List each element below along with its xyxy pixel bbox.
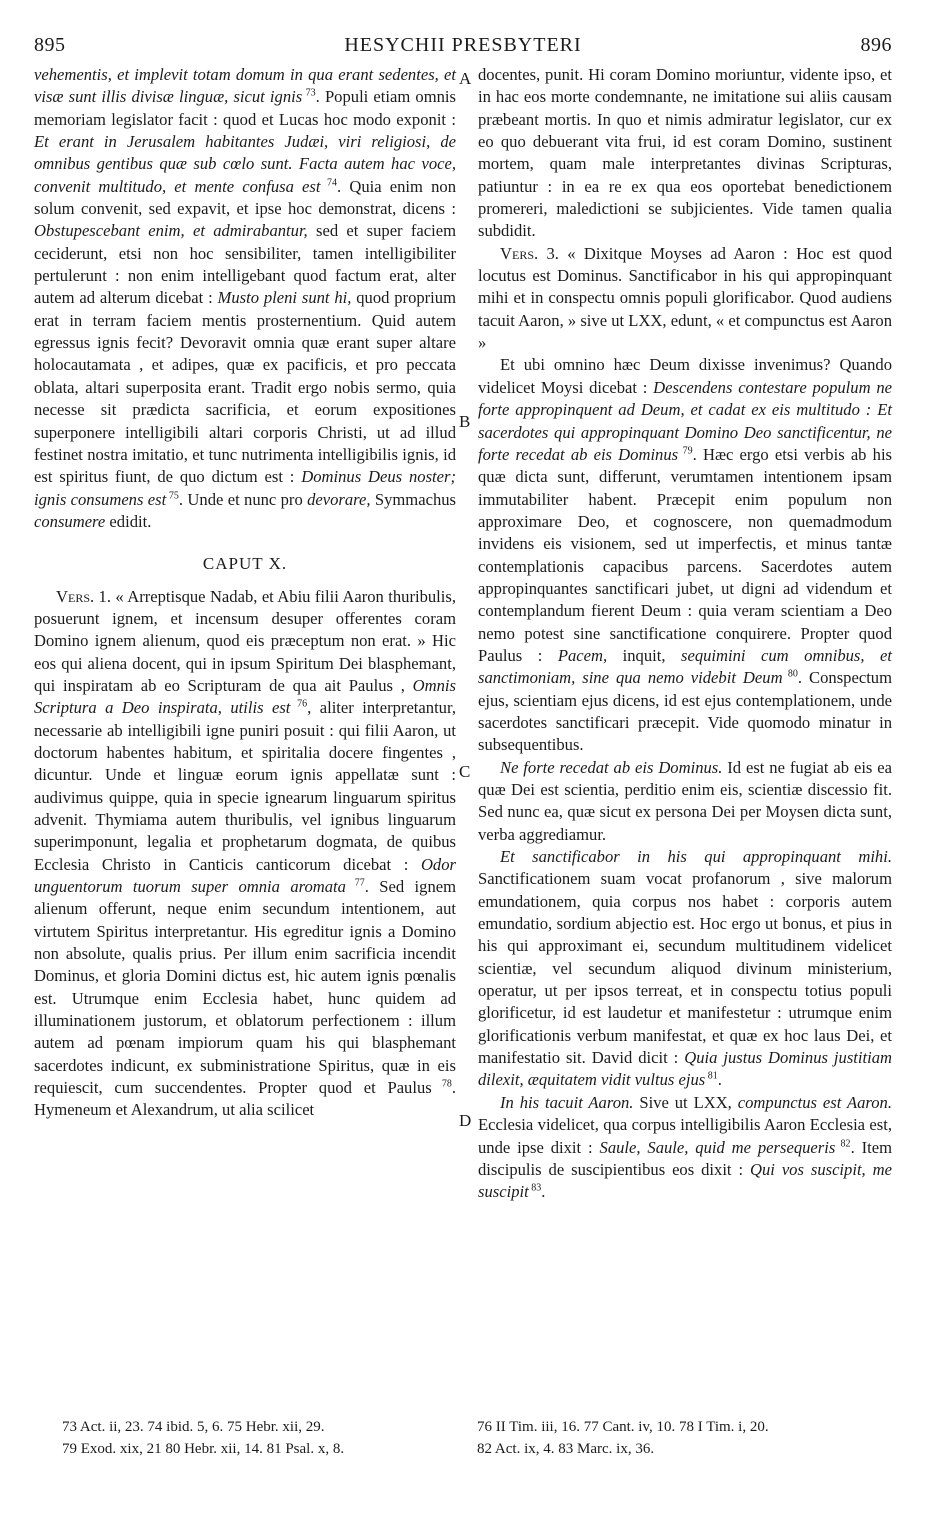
- text-run: Ecclesia videlicet, qua corpus intelligibilis Aaron Ecclesia est, unde ipse dixit :: [478, 1115, 892, 1157]
- paragraph: [478, 64, 892, 243]
- paragraph: [478, 757, 892, 846]
- page-number-left: 895: [34, 34, 66, 56]
- footnotes: [62, 1416, 892, 1460]
- text-run: edidit.: [105, 511, 152, 531]
- italic-run: Qui vos suscipit, me suscipit: [478, 1159, 892, 1202]
- paragraph: [478, 243, 892, 355]
- footnote-ref: 79: [678, 445, 693, 457]
- text-run: quod proprium erat in terram faciem mentis prosternentium. Quid autem egressus ignis fecit? Devoravit omnia quæ erant super altare holocautamata , et adipes, quæ ex pacificis, et pro peccata oblata, altari superposita erant. Tradit ergo nobis sermo, quia necesse sit prædicta sacrificia, et eorum expositiones superponere intelligibili altari corporis Christi, ut ad illud festinet nostra imitatio, et tunc nutrimenta intelligibilis ignis, id est spiritus fiunt, de quo dictum est :: [34, 288, 457, 487]
- paragraph: [478, 1092, 892, 1204]
- italic-run: Et erant in Jerusalem habitantes Judæi, viri religiosi, de omnibus gentibus quæ sub cœlo sunt. Facta autem hac voce, convenit multitudo, et mente confusa est: [34, 132, 456, 196]
- text-run: . Quia enim non solum convenit, sed expavit, et ipse hoc demonstrat, dicens :: [34, 176, 457, 219]
- italic-run: Dominus Deus noster; ignis consumens est: [34, 467, 456, 509]
- italic-run: compunctus est Aaron.: [737, 1092, 892, 1112]
- paragraph: [478, 846, 892, 1092]
- footnote-line: 82 Act. ix, 4. 83 Marc. ix, 36.: [477, 1441, 655, 1457]
- page-number-right: 896: [860, 34, 892, 56]
- margin-marker-b: B: [459, 412, 471, 431]
- text-run: . Populi etiam omnis memoriam legislator facit : quod et Lucas hoc modo exponit :: [34, 87, 456, 129]
- text-run: , aliter interpretantur, necessarie ab intelligibili igne puniri posuit : qui filii Aaron, ut doctorum habentes habitum, et spiritalia docere fingentes , dicuntur. Unde et linguæ eorum ignis appellatæ sunt : audivimus quippe, quia in specie ignearum linguarum spiritus advenit. Thymiama autem thuribulis, vel ignibus linguarum superimponunt, legalia et prophetarum dogmata, de quibus Ecclesia Christo in Canticis canticorum dicebat :: [34, 698, 456, 874]
- italic-run: sequimini cum omnibus, et sanctimoniam, sine qua nemo videbit Deum: [478, 645, 892, 688]
- text-run: .: [717, 1070, 722, 1090]
- footnote-line: 79 Exod. xix, 21 80 Hebr. xii, 14. 81 Psal. x, 8.: [62, 1441, 345, 1457]
- text-run: . Conspectum ejus, scientiam ejus dicens, id est ejus contemplationem, unde sacerdotes sanctificari præcepit. Vide quomodo minatur in subsequentibus.: [478, 668, 893, 755]
- italic-run: Musto pleni sunt hi,: [217, 288, 352, 308]
- text-run: . Sed ignem alienum offerunt, neque enim secundum intentionem, aut virtutem Spiritus interpretantur. His egreditur ignis a Domino non absolute, qualis prius. Per illum enim sacrificia incendit Dominus, et gloria Domini dictus est, hic autem ignis pœnalis est. Utrumque enim Ecclesia habet, hunc quidem ad illuminationem justorum, et oblatorum perfectionem : illum autem ad pœnam impiorum quam his qui blasphemant sacerdotes indicunt, ex subministratione Spiritus, quæ in eis requiescit, cum succendentes. Propter quod et Paulus: [34, 877, 457, 1098]
- footnote-line: 76 II Tim. iii, 16. 77 Cant. iv, 10. 78 I Tim. i, 20.: [477, 1419, 769, 1435]
- text-run: Sive ut LXX,: [633, 1092, 738, 1112]
- text-run: Id est ne fugiat ab eis ea quæ Dei est scientia, perditio enim eis, scientiæ discessio fit. Sed nunc ea, quæ sicut ex persona Dei per Moysen dicta sunt, verba aggrediamur.: [478, 757, 892, 844]
- footnote-ref: 80: [782, 668, 798, 680]
- text-run: Sanctificationem suam vocat profanorum , sive malorum emundationem, quia corpus nos habet : corporis autem emundatio, sordium abjectio est. Hoc ergo ut bonus, et pius in his qui approximant ei, secundum multitudinem videlicet scientiæ, vel secundum aliquod divinum ministerium, operatur, ut per ipsos terreat, et in conspectu totius populi glorificetur, id est laudetur et manifestetur : utrumque enim glorificationis verbum manifestat, et quæ ex hoc laus Dei, et manifestatio sit. David dicit :: [478, 869, 892, 1068]
- text-run: « Arreptisque Nadab, et Abiu filii Aaron thuribulis, posuerunt ignem, et incensum desuper offerentes coram Domino ignem alienum, quod eis præceptum non erat. » Hic eos qui aliena docent, qui in ipsum Spiritum Dei blasphemant, qui inspiratam ab eo Scripturam de qua ait Paulus ,: [34, 586, 456, 695]
- italic-run: Ne forte recedat ab eis Dominus.: [500, 757, 723, 777]
- text-run: . Unde et nunc pro: [178, 489, 308, 509]
- italic-run: Pacem,: [557, 645, 608, 665]
- paragraph: [34, 586, 456, 1122]
- footnote-ref: 81: [705, 1070, 718, 1082]
- text-run: . Hymeneum et Alexandrum, ut alia scilicet: [34, 1078, 456, 1120]
- margin-marker-c: C: [459, 762, 471, 781]
- chapter-heading: CAPUT X.: [202, 554, 288, 574]
- verse-label: Vers. 1.: [56, 586, 111, 606]
- right-column: [478, 64, 892, 1204]
- italic-run: In his tacuit Aaron.: [500, 1092, 634, 1112]
- footnote-ref: 75: [166, 490, 179, 501]
- paragraph: [34, 64, 456, 533]
- footnote-ref: 73: [302, 87, 316, 99]
- italic-run: vehementis, et implevit totam domum in qua erant sedentes, et visæ sunt illis divisæ linguæ, sicut ignis: [34, 65, 456, 107]
- margin-marker-d: D: [459, 1111, 472, 1130]
- verse-label: Vers. 3.: [500, 243, 559, 263]
- italic-run: Et sanctificabor in his qui appropinquant mihi.: [500, 847, 892, 867]
- left-column: [34, 64, 456, 1122]
- footnote-ref: 83: [528, 1182, 542, 1194]
- footnote-ref: 77: [345, 877, 365, 889]
- italic-run: Saule, Saule, quid me persequeris: [599, 1137, 836, 1157]
- text-run: docentes, punit. Hi coram Domino moriuntur, vidente ipso, et in hac eos morte condemnante, ne imitatione sui aliis causam præbeant mortis. In quo et nimis admiratur legislator, cur ex eo quo debuerant vita frui, id est coram Domino, sustinent mortem, quam male interpretantes divinas Scripturas, patiuntur : in ea re ex qua eos oportebat benedictionem promereri, maledictioni se subjicientes. Vide tamen qualia subdidit.: [478, 65, 892, 241]
- paragraph: [478, 354, 892, 756]
- margin-marker-a: A: [459, 69, 472, 88]
- running-title: HESYCHII PRESBYTERI: [344, 34, 582, 56]
- footnote-line: 73 Act. ii, 23. 74 ibid. 5, 6. 75 Hebr. xii, 29.: [62, 1419, 325, 1435]
- italic-run: devorare,: [307, 489, 371, 509]
- text-run: « Dixitque Moyses ad Aaron : Hoc est quod locutus est Dominus. Sanctificabor in his qui appropinquant mihi et in conspectu omnis populi glorificabor. Quod audiens tacuit Aaron, » sive ut LXX, edunt, « et compunctus est Aaron »: [478, 243, 893, 353]
- text-run: . Hæc ergo etsi verbis ab his quæ dicta sunt, differunt, verumtamen intentionem ipsam immutabiliter habent. Præcepit enim populum non approximare Deo, et cognoscere, non quemadmodum invidens eis visionem, sed ut imperfectis, et minus tantæ contemplationis capacibus parcens. Sacerdotes autem appropinquantes sanctificari jubet, ut digni ad videndum et contemplandum fierent Deum : quia veram scientiam a Deo nemo potest sine sanctificatione conquirere. Propter quod Paulus :: [478, 444, 893, 665]
- page-header: [34, 34, 892, 64]
- footnote-ref: 82: [835, 1137, 851, 1149]
- text-run: . Item discipulis de suscipientibus eos dixit :: [478, 1137, 892, 1179]
- italic-run: Descendens contestare populum ne forte appropinquent ad Deum, et cadat ex eis multitudo : Et sacerdotes qui appropinquant Domino Deo sanctificentur, ne forte recedat ab eis Dominus: [478, 377, 892, 464]
- text-run: sed et super faciem ceciderunt, etsi non hoc sensibiliter, tamen intelligibiliter pertulerunt : non enim intelligebant quod factum erat, alter autem ad alterum dicebat :: [34, 221, 456, 308]
- italic-run: Quia justus Dominus justitiam dilexit, æquitatem vidit vultus ejus: [478, 1048, 892, 1090]
- footnote-ref: 76: [290, 698, 308, 710]
- footnote-ref: 74: [320, 177, 338, 189]
- italic-run: consumere: [34, 511, 106, 531]
- text-run: .: [541, 1182, 546, 1202]
- italic-run: Odor unguentorum tuorum super omnia aromata: [34, 854, 456, 897]
- text-run: Symmachus: [370, 489, 456, 509]
- footnote-ref: 78: [431, 1078, 452, 1090]
- italic-run: Omnis Scriptura a Deo inspirata, utilis est: [34, 675, 456, 718]
- text-run: Et ubi omnino hæc Deum dixisse invenimus? Quando videlicet Moysi dicebat :: [478, 355, 892, 397]
- text-run: inquit,: [607, 645, 681, 665]
- italic-run: Obstupescebant enim, et admirabantur,: [34, 221, 308, 241]
